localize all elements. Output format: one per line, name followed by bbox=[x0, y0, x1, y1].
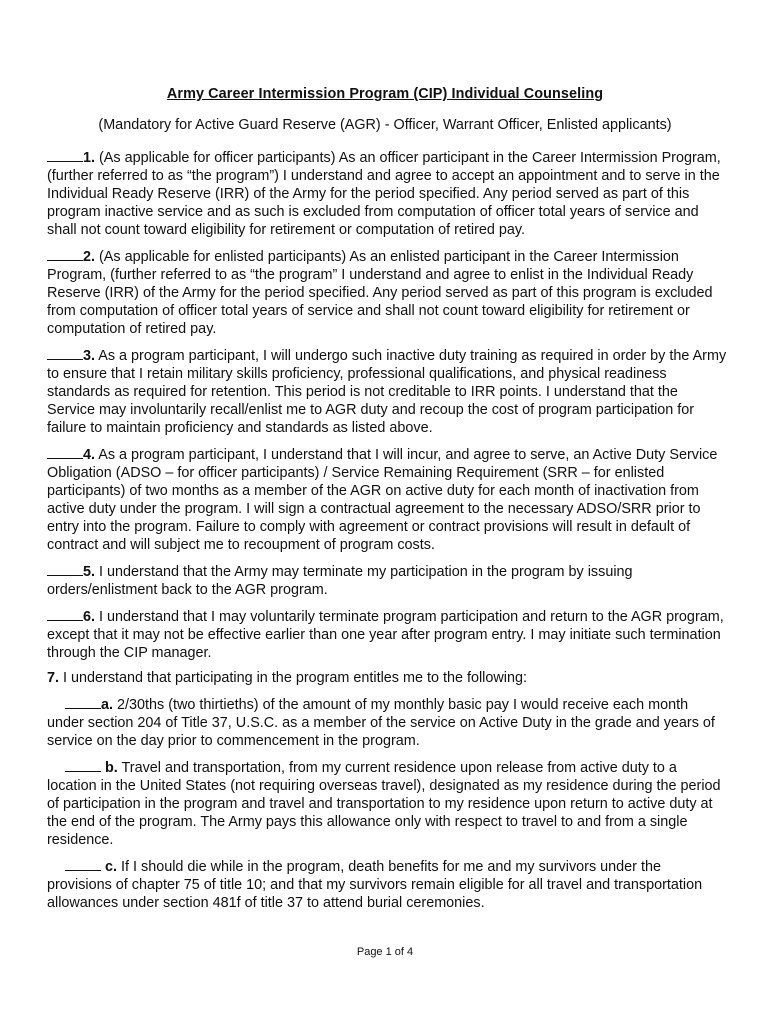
subitem-c bbox=[47, 856, 727, 912]
subitem-text: Travel and transportation, from my current residence upon release from active duty to a location in the United States (not requiring overseas travel), designated as my residence during the period of participation in the program and travel and transportation to my residence upon return to active duty at the end of the program. The Army pays this allowance only with respect to travel to and from a single residence. bbox=[47, 760, 721, 848]
initials-blank[interactable] bbox=[47, 561, 83, 576]
item-number: 6. bbox=[83, 609, 96, 625]
item-1 bbox=[47, 147, 727, 239]
item-number: 3. bbox=[83, 348, 96, 364]
item-text: As a program participant, I understand that I will incur, and agree to serve, an Active Duty Service Obligation (ADSO – for officer participants) / Service Remaining Requirement (SRR – for enlisted participants) of two months as a member of the AGR on active duty for each month of inactivation from active duty under the program. I will sign a contractual agreement to the necessary ADSO/SRR prior to entry into the program. Failure to comply with agreement or contract provisions will result in default of contract and will subject me to recoupment of program costs. bbox=[47, 447, 718, 553]
initials-blank[interactable] bbox=[65, 694, 101, 709]
item-6 bbox=[47, 606, 727, 662]
item-4 bbox=[47, 444, 727, 554]
initials-blank[interactable] bbox=[47, 444, 83, 459]
item-number: 7. bbox=[47, 670, 60, 686]
item-5 bbox=[47, 561, 727, 599]
item-text: I understand that I may voluntarily terminate program participation and return to the AGR program, except that it may not be effective earlier than one year after program entry. I may initiate such termination through the CIP manager. bbox=[47, 609, 724, 661]
item-7 bbox=[47, 669, 727, 687]
subitem-a bbox=[47, 694, 727, 750]
initials-blank[interactable] bbox=[47, 345, 83, 360]
item-3 bbox=[47, 345, 727, 437]
item-text: I understand that participating in the program entitles me to the following: bbox=[63, 670, 527, 686]
subitem-text: If I should die while in the program, death benefits for me and my survivors under the provisions of chapter 75 of title 10; and that my survivors remain eligible for all travel and transportation allowances under section 481f of title 37 to attend burial ceremonies. bbox=[47, 859, 703, 911]
subitem-b bbox=[47, 757, 727, 849]
item-number: 5. bbox=[83, 564, 96, 580]
item-number: 1. bbox=[83, 150, 96, 166]
item-number: 2. bbox=[83, 249, 96, 265]
initials-blank[interactable] bbox=[47, 606, 83, 621]
subitem-letter: b. bbox=[105, 760, 118, 776]
subitem-text: 2/30ths (two thirtieths) of the amount of my monthly basic pay I would receive each month under section 204 of Title 37, U.S.C. as a member of the service on Active Duty in the grade and years of service on the day prior to commencement in the program. bbox=[47, 697, 715, 749]
initials-blank[interactable] bbox=[65, 856, 101, 871]
document-subtitle: (Mandatory for Active Guard Reserve (AGR) - Officer, Warrant Officer, Enlisted applicants) bbox=[98, 117, 672, 133]
item-text: (As applicable for enlisted participants) As an enlisted participant in the Career Intermission Program, (further referred to as “the program” I understand and agree to enlist in the Individual Ready Reserve (IRR) of the Army for the period specified. Any period served as part of this program is excluded from computation of officer total years of service and shall not count toward eligibility for retirement or computation of retired pay. bbox=[47, 249, 713, 337]
item-text: (As applicable for officer participants) As an officer participant in the Career Intermission Program, (further referred to as “the program”) I understand and agree to accept an appointment and to serve in the Individual Ready Reserve (IRR) of the Army for the period specified. Any period served as part of this program inactive service and as such is excluded from computation of officer total years of service and shall not count toward eligibility for retirement or computation of retired pay. bbox=[47, 150, 721, 238]
item-text: I understand that the Army may terminate my participation in the program by issuing orders/enlistment back to the AGR program. bbox=[47, 564, 633, 598]
initials-blank[interactable] bbox=[65, 757, 101, 772]
page-number: Page 1 of 4 bbox=[356, 946, 414, 958]
document-title: Army Career Intermission Program (CIP) Individual Counseling bbox=[166, 86, 604, 102]
item-2 bbox=[47, 246, 727, 338]
initials-blank[interactable] bbox=[47, 147, 83, 162]
item-number: 4. bbox=[83, 447, 96, 463]
item-text: As a program participant, I will undergo such inactive duty training as required in order by the Army to ensure that I retain military skills proficiency, professional qualifications, and physical readiness standards as required for retention. This period is not creditable to IRR points. I understand that the Service may involuntarily recall/enlist me to AGR duty and recoup the cost of program participation for failure to maintain proficiency and standards as listed above. bbox=[47, 348, 727, 436]
subitem-letter: a. bbox=[101, 697, 114, 713]
initials-blank[interactable] bbox=[47, 246, 83, 261]
subitem-letter: c. bbox=[105, 859, 118, 875]
document-body bbox=[47, 147, 727, 919]
